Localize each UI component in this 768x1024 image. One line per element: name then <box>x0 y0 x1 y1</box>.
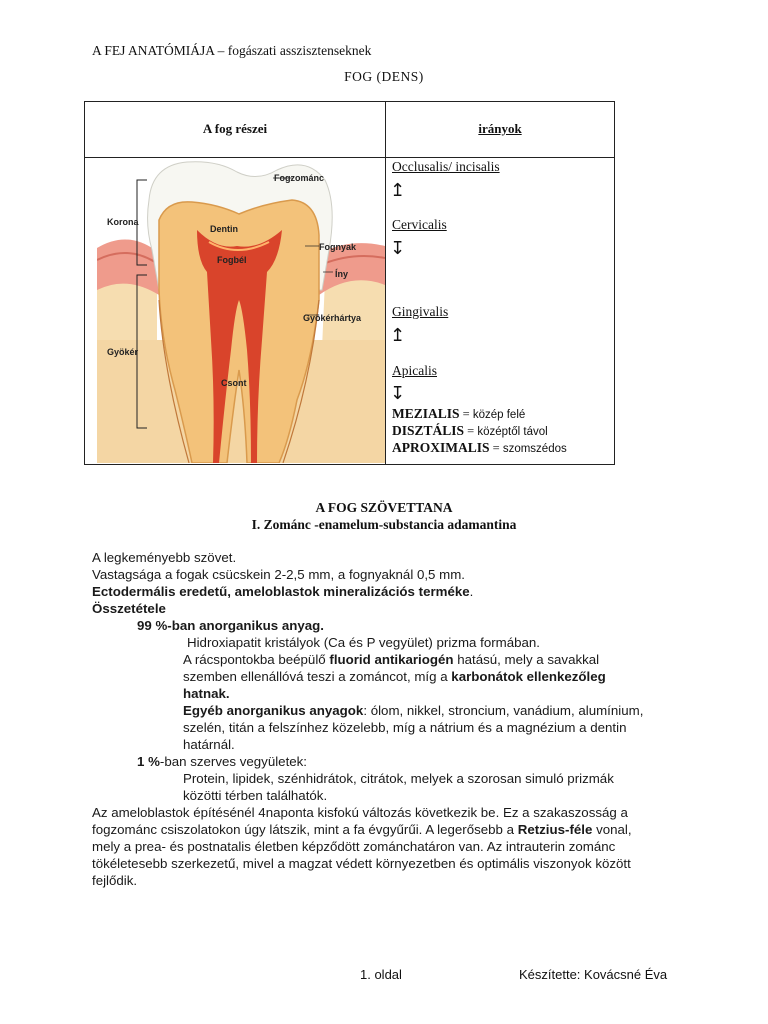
page-title: FOG (DENS) <box>344 69 424 84</box>
tooth-table <box>84 101 615 465</box>
tooth-diagram <box>97 160 385 463</box>
definition-approximal: APROXIMALIS = szomszédos <box>392 440 567 455</box>
arrow-down-icon: ↧ <box>390 238 406 259</box>
table-header-divider-right <box>385 157 615 158</box>
text-line: határnál. <box>183 737 235 752</box>
label-gum: Íny <box>335 269 349 279</box>
table-header-directions: irányok <box>478 121 522 136</box>
text-line: Ectodermális eredetű, ameloblastok mineralizációs terméke. <box>92 584 474 599</box>
section-title: A FOG SZÖVETTANA <box>315 500 453 515</box>
label-crown: Korona <box>107 217 139 227</box>
text-line: közötti térben találhatók. <box>183 788 328 803</box>
label-root-membrane: Gyökérhártya <box>303 313 362 323</box>
arrow-down-icon: ↧ <box>390 383 406 404</box>
course-header: A FEJ ANATÓMIÁJA – fogászati asszisztenseknek <box>92 43 372 58</box>
label-bone: Csont <box>221 378 247 388</box>
text-line: szemben ellenállóvá teszi a zománcot, míg a karbonátok ellenkezőleg <box>183 669 606 684</box>
text-line: szelén, titán a felszínhez közelebb, míg a nátrium és a magnézium a dentin <box>183 720 627 735</box>
table-header-divider <box>85 157 385 158</box>
text-line: tökéletesebb szerkezetű, mivel a magzat védett környezetben és optimális viszonyok között <box>92 856 631 871</box>
direction-definitions <box>392 406 567 457</box>
arrow-up-icon: ↥ <box>390 180 406 201</box>
author-credit: Készítette: Kovácsné Éva <box>519 967 668 982</box>
table-header-parts: A fog részei <box>202 121 268 136</box>
direction-occlusal: Occlusalis/ incisalis <box>392 159 500 174</box>
label-root: Gyökér <box>107 347 139 357</box>
section-subtitle: I. Zománc -enamelum-substancia adamantina <box>251 517 517 532</box>
text-line: 99 %-ban anorganikus anyag. <box>137 618 324 633</box>
text-line: hatnak. <box>183 686 230 701</box>
text-line: fejlődik. <box>92 873 138 888</box>
text-line: Hidroxiapatit kristályok (Ca és P vegyület) prizma formában. <box>187 635 540 650</box>
text-line: A legkeményebb szövet. <box>92 550 237 565</box>
text-line: Az ameloblastok építésénél 4naponta kisfokú változás következik be. Ez a szakaszosság a <box>92 805 628 820</box>
label-neck: Fognyak <box>319 242 357 252</box>
page-number: 1. oldal <box>360 967 402 982</box>
definition-distal: DISZTÁLIS = középtől távol <box>392 423 548 438</box>
text-line: mely a prea- és postnatalis életben képződött zománchatáron van. Az intrauterin zománc <box>92 839 616 854</box>
label-dentin: Dentin <box>210 224 238 234</box>
text-line: fogzománc csiszolatokon úgy látszik, mint a fa évgyűrűi. A legerősebb a Retzius-féle vonal, <box>92 822 632 837</box>
arrow-up-icon: ↥ <box>390 325 406 346</box>
text-line: Összetétele <box>92 601 166 616</box>
label-enamel: Fogzománc <box>274 173 325 183</box>
direction-cervical: Cervicalis <box>392 217 447 232</box>
text-line: Egyéb anorganikus anyagok: ólom, nikkel, stroncium, vanádium, alumínium, <box>183 703 644 718</box>
definition-mesial: MEZIALIS = közép felé <box>392 406 526 421</box>
text-line: A rácspontokba beépülő fluorid antikariogén hatású, mely a savakkal <box>183 652 600 667</box>
direction-gingival: Gingivalis <box>392 304 449 319</box>
text-line: Protein, lipidek, szénhidrátok, citrátok, melyek a szorosan simuló prizmák <box>183 771 614 786</box>
text-line: Vastagsága a fogak csücskein 2-2,5 mm, a fognyaknál 0,5 mm. <box>92 567 465 582</box>
text-line: 1 %-ban szerves vegyületek: <box>137 754 307 769</box>
direction-apical: Apicalis <box>392 363 437 378</box>
label-pulp: Fogbél <box>217 255 247 265</box>
